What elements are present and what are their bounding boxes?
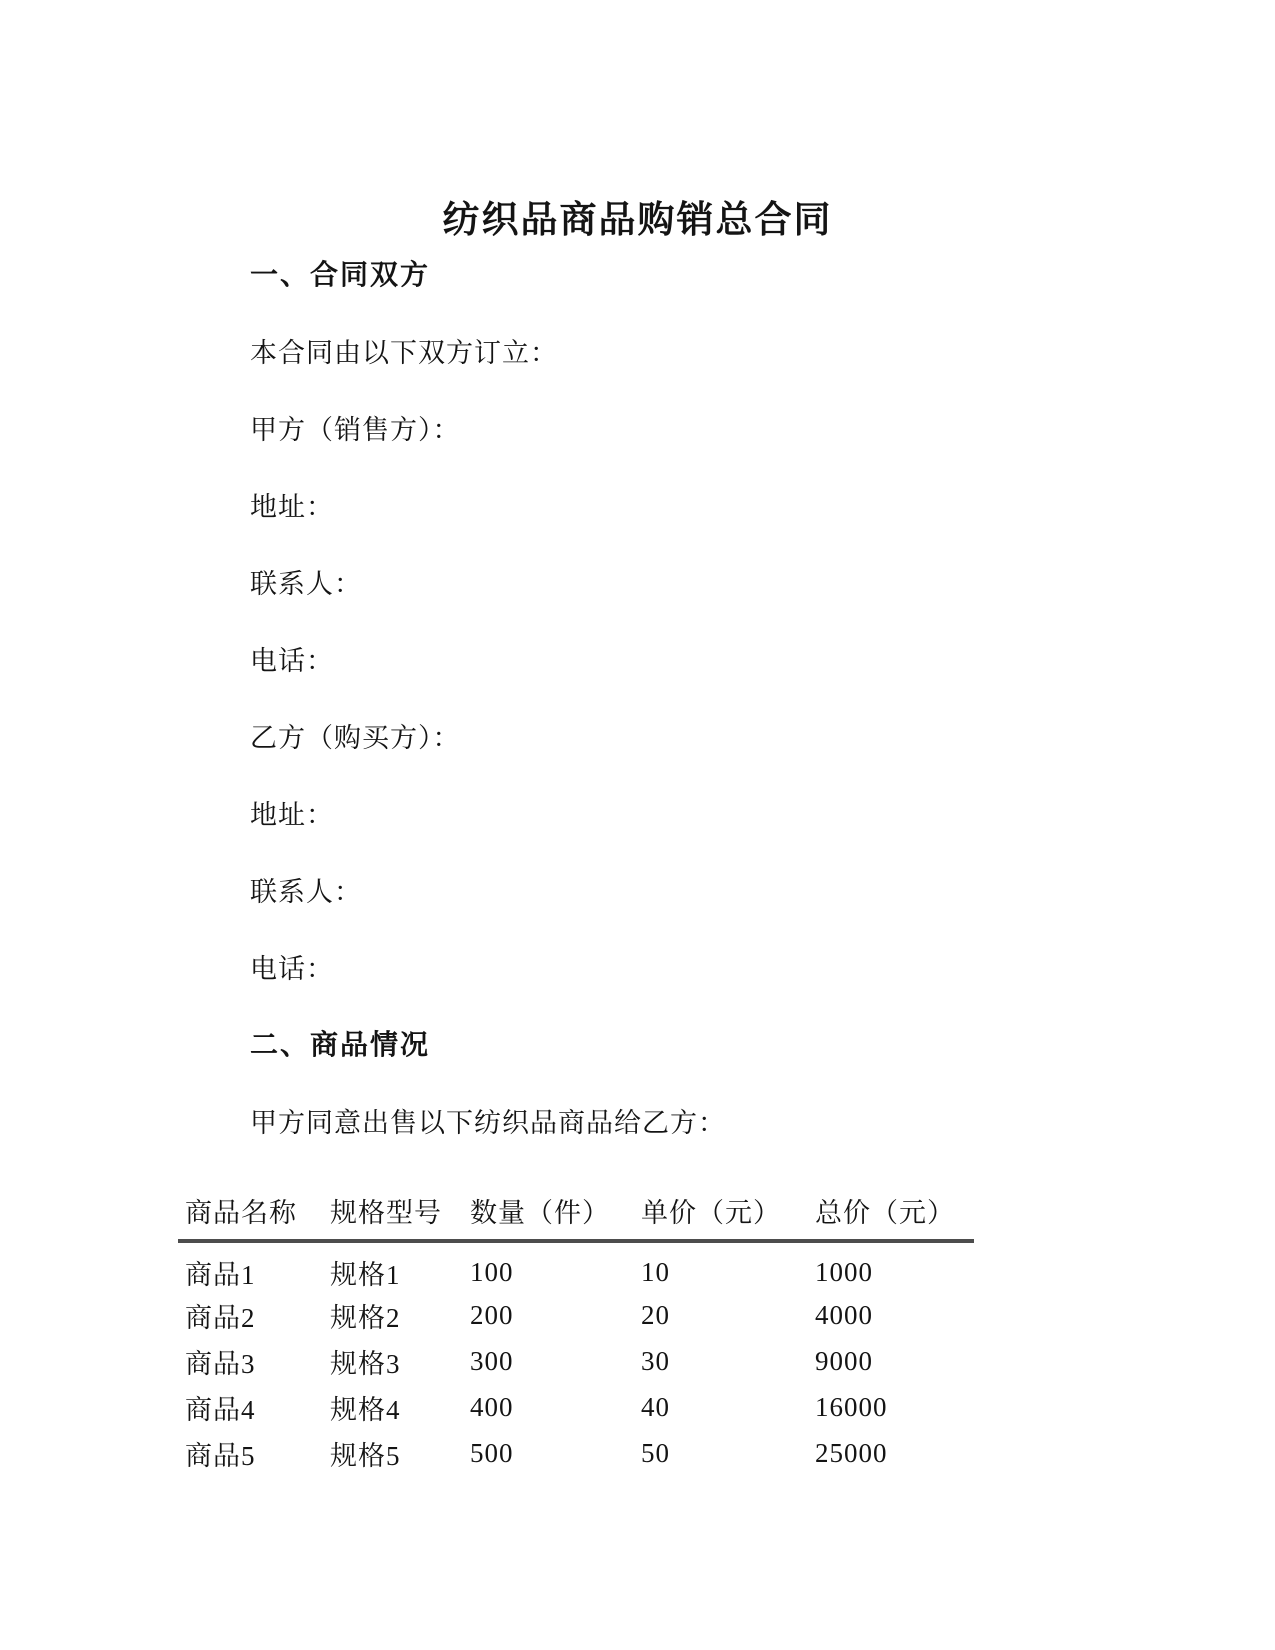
- line-party-b-address: 地址：: [250, 800, 334, 830]
- line-established-by: 本合同由以下双方订立：: [250, 338, 558, 368]
- cell-r4-quantity: 400: [470, 1391, 514, 1422]
- table-row-product-1: [178, 1241, 974, 1292]
- cell-r5-unit-price: 50: [641, 1437, 670, 1468]
- cell-r5-total-price: 25000: [815, 1437, 888, 1468]
- cell-r2-unit-price: 20: [641, 1299, 670, 1330]
- cell-r2-product-name: 商品2: [185, 1302, 256, 1333]
- table-row-product-4: [178, 1384, 974, 1430]
- cell-r4-spec: 规格4: [330, 1394, 401, 1425]
- table-row-product-3: [178, 1338, 974, 1384]
- col-header-spec-model: 规格型号: [323, 1191, 463, 1241]
- cell-r5-quantity: 500: [470, 1437, 514, 1468]
- line-party-a-contact: 联系人：: [250, 569, 362, 599]
- section-heading-parties: 一、合同双方: [250, 260, 431, 291]
- goods-table-header-row: [178, 1191, 974, 1241]
- goods-intro: 甲方同意出售以下纺织品商品给乙方：: [250, 1108, 726, 1138]
- document-title: 纺织品商品购销总合同: [442, 200, 833, 241]
- cell-r1-spec: 规格1: [330, 1260, 401, 1290]
- cell-r1-total-price: 1000: [815, 1257, 873, 1287]
- cell-r1-quantity: 100: [470, 1257, 514, 1287]
- goods-table: [178, 1191, 974, 1476]
- table-row-product-5: [178, 1430, 974, 1476]
- cell-r4-total-price: 16000: [815, 1391, 888, 1422]
- col-header-unit-price: 单价（元）: [634, 1191, 808, 1241]
- cell-r2-spec: 规格2: [330, 1302, 401, 1333]
- cell-r3-quantity: 300: [470, 1345, 514, 1376]
- section-heading-goods: 二、商品情况: [250, 1030, 431, 1061]
- cell-r2-total-price: 4000: [815, 1299, 873, 1330]
- cell-r5-product-name: 商品5: [185, 1440, 256, 1471]
- col-header-product-name: 商品名称: [178, 1191, 323, 1241]
- table-row-product-2: [178, 1292, 974, 1338]
- line-party-b-buyer: 乙方（购买方）：: [250, 723, 461, 753]
- line-party-a-address: 地址：: [250, 492, 334, 522]
- cell-r4-product-name: 商品4: [185, 1394, 256, 1425]
- col-header-total-price: 总价（元）: [808, 1191, 974, 1241]
- cell-r3-product-name: 商品3: [185, 1348, 256, 1379]
- line-party-a-phone: 电话：: [250, 646, 334, 676]
- cell-r4-unit-price: 40: [641, 1391, 670, 1422]
- cell-r3-unit-price: 30: [641, 1345, 670, 1376]
- cell-r5-spec: 规格5: [330, 1440, 401, 1471]
- cell-r3-total-price: 9000: [815, 1345, 873, 1376]
- cell-r1-product-name: 商品1: [185, 1260, 256, 1290]
- line-party-a-seller: 甲方（销售方）：: [250, 415, 461, 445]
- cell-r3-spec: 规格3: [330, 1348, 401, 1379]
- col-header-quantity: 数量（件）: [463, 1191, 634, 1241]
- line-party-b-contact: 联系人：: [250, 877, 362, 907]
- line-party-b-phone: 电话：: [250, 954, 334, 984]
- cell-r1-unit-price: 10: [641, 1257, 670, 1287]
- cell-r2-quantity: 200: [470, 1299, 514, 1330]
